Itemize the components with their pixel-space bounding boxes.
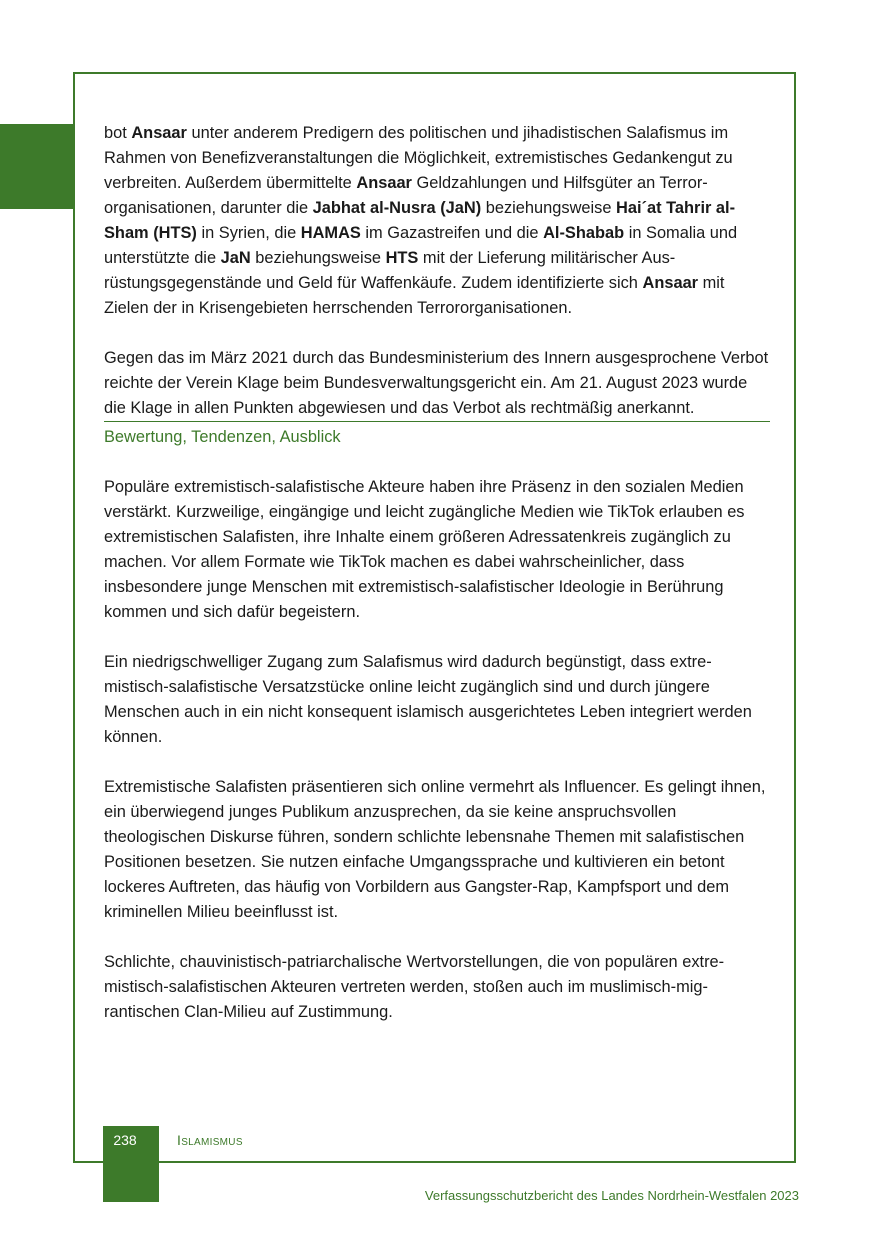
org-name: Ansaar	[131, 124, 187, 142]
paragraph-influencers: Extremistische Salafisten präsentieren sich online vermehrt als Influencer. Es gelingt ihnen, ein überwiegend junges Publikum anzusprechen, da sie keine anspruchsvollen theologischen Diskurse führen, sondern schlichte lebensnahe Themen mit salafistischen Positionen besetzen. Sie nutzen einfache Umgangssprache und kultivieren ein betont lockeres Auftreten, das häufig von Vorbildern aus Gangster-Rap, Kampfsport und dem kriminellen Milieu beeinflusst ist.	[104, 778, 766, 921]
paragraph-clan-milieu: Schlichte, chauvinistisch-patriarchalische Wertvorstellungen, die von populären extremistisch-salafistischen Akteuren vertreten werden, stoßen auch im muslimisch-migrantischen Clan-Milieu auf Zustimmung.	[104, 953, 725, 1021]
paragraph-social-media: Populäre extremistisch-salafistische Akteure haben ihre Präsenz in den sozialen Medien verstärkt. Kurzweilige, eingängige und leicht zugängliche Medien wie TikTok erlauben es extremistischen Salafisten, ihre Inhalte einem größeren Adressatenkreis zugänglich zu machen. Vor allem Formate wie TikTok machen es dabei wahrscheinlicher, dass insbesondere junge Menschen mit extremistisch-salafistischer Ideologie in Berührung kommen und sich dafür begeistern.	[104, 478, 745, 621]
org-name: Ansaar	[642, 274, 699, 292]
org-name: Al-Shabab	[543, 224, 625, 242]
chapter-side-tab	[0, 124, 75, 209]
paragraph-verbot: Gegen das im März 2021 durch das Bundesministerium des Innern ausgesprochene Verbot reichte der Verein Klage beim Bundesverwaltungsgericht ein. Am 21. August 2023 wurde die Klage in allen Punkten abgewiesen und das Verbot als rechtmäßig anerkannt.	[104, 349, 769, 417]
org-name: Jabhat al-Nusra (JaN)	[312, 199, 482, 217]
page-number-box	[103, 1126, 159, 1202]
main-content	[104, 121, 770, 1050]
org-name: Hai´at Tahrir al-Sham (HTS)	[104, 199, 736, 242]
section-heading: Bewertung, Tendenzen, Ausblick	[104, 428, 341, 446]
paragraph-low-threshold-access: Ein niedrigschwelliger Zugang zum Salafismus wird dadurch begünstigt, dass extremistisch-salafistische Versatzstücke online leicht zugänglich sind und durch jüngere Menschen auch in ein nicht konsequent islamisch ausgerichtetes Leben integriert werden können.	[104, 653, 752, 746]
report-title: Verfassungsschutzbericht des Landes Nordrhein-Westfalen 2023	[424, 1188, 799, 1203]
section-divider	[104, 421, 770, 422]
page-number: 238	[113, 1132, 137, 1148]
org-name: Ansaar	[356, 174, 412, 192]
org-name: JaN	[220, 249, 251, 267]
chapter-label: Islamismus	[177, 1132, 243, 1148]
paragraph-ansaar-activities: bot Ansaar unter anderem Predigern des politischen und jihadistischen Salafismus im Rahmen von Benefizveranstaltungen die Möglichkeit, extremistisches Gedankengut zu verbreiten. Außerdem übermittelte Ansaar Geldzahlungen und Hilfsgüter an Terrororganisationen, darunter die Jabhat al-Nusra (JaN) beziehungsweise Hai´at Tahrir al-Sham (HTS) in Syrien, die HAMAS im Gazastreifen und die Al-Shabab in Somalia und unterstützte die JaN beziehungsweise HTS mit der Lieferung militärischer Ausrüstungsgegenstände und Geld für Waffenkäufe. Zudem identifizierte sich Ansaar mit Zielen der in Krisengebieten herrschenden Terrororganisationen.	[104, 124, 738, 317]
org-name: HAMAS	[300, 224, 361, 242]
org-name: HTS	[385, 249, 419, 267]
